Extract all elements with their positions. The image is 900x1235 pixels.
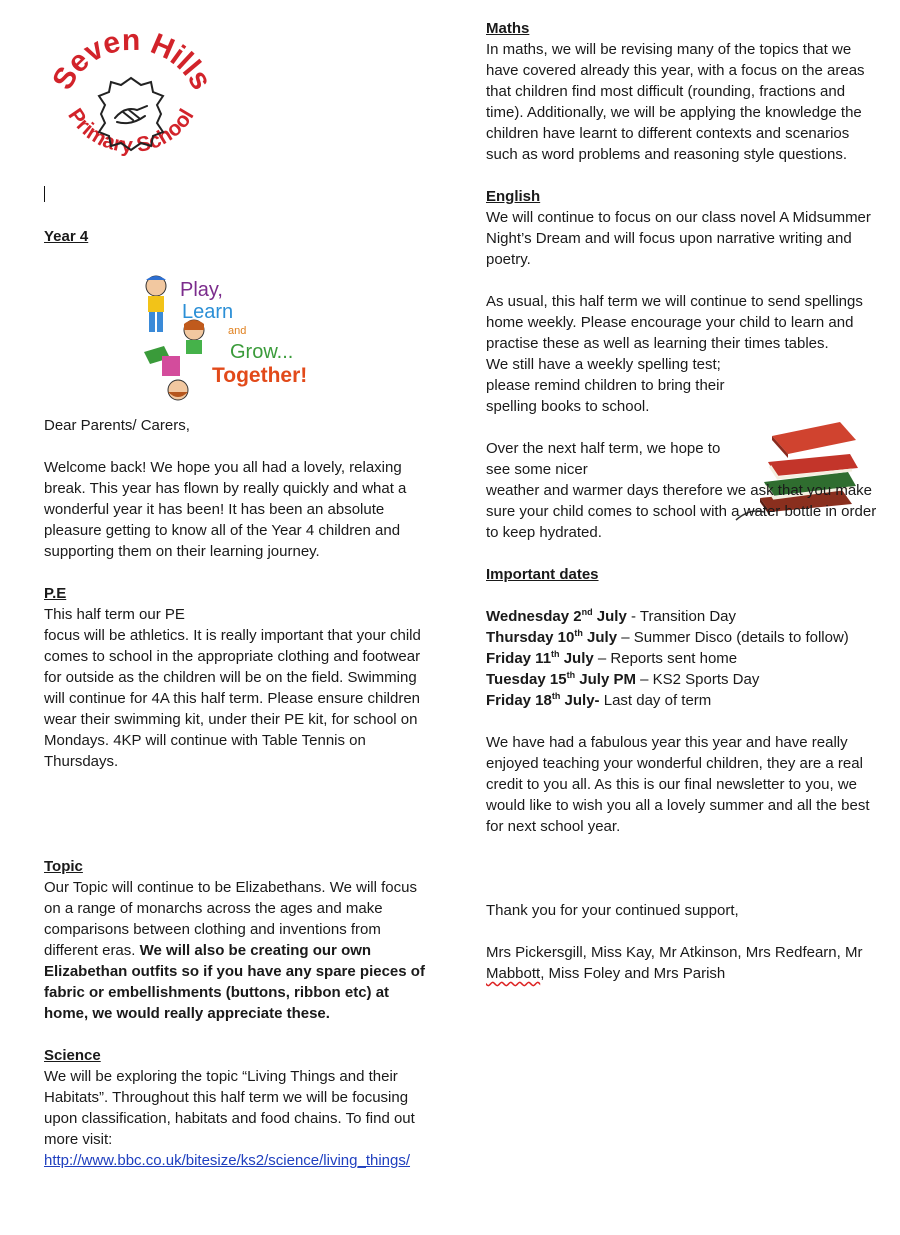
year-heading: Year 4 [44, 228, 89, 245]
science-link[interactable]: http://www.bbc.co.uk/bitesize/ks2/science/living_things/ [44, 1152, 411, 1169]
together-text: Together! [212, 364, 308, 387]
closing-paragraph: We have had a fabulous year this year and have really enjoyed teaching your wonderful children, they are a real credit to you all. As this is our final newsletter to you, we would like to wish you all a lovely summer and all the best for next school year. [486, 734, 870, 835]
spelling-test-paragraph: We still have a weekly spelling test; please remind children to bring their spelling books to school. [486, 356, 725, 415]
dates-list [486, 606, 878, 711]
english-heading: English [486, 188, 541, 205]
date-item: Thursday 10th July – Summer Disco (details to follow) [486, 628, 849, 646]
right-column [486, 18, 878, 984]
misspelled-word: Mabbott [486, 965, 541, 982]
and-text: and [228, 325, 247, 337]
maths-heading: Maths [486, 20, 530, 37]
dates-heading: Important dates [486, 566, 599, 583]
date-item: Friday 11th July – Reports sent home [486, 649, 738, 667]
english-paragraph: We will continue to focus on our class novel A Midsummer Night’s Dream and will focus upon narrative writing and poetry. [486, 209, 871, 268]
pe-heading: P.E [44, 585, 67, 602]
topic-paragraph [44, 877, 436, 1024]
science-paragraph: We will be exploring the topic “Living Things and their Habitats”. Throughout this half term we will be focusing upon classification, habitats and food chains. To find out more visit: [44, 1068, 415, 1148]
grow-text: Grow... [230, 341, 294, 363]
pe-paragraph: focus will be athletics. It is really important that your child comes to school in the appropriate clothing and footwear for outside as the children will be on the field. Swimming will continue for 4A this half term. Please ensure children wear their swimming kit, under their PE kit, for school on Mondays. 4KP will continue with Table Tennis on Thursdays. [44, 627, 421, 770]
date-item: Tuesday 15th July PM – KS2 Sports Day [486, 670, 760, 688]
date-item: Friday 18th July- Last day of term [486, 691, 712, 709]
logo-top-text: Seven Hills [46, 23, 218, 96]
weather-paragraph-end: weather and warmer days therefore we ask that you make sure your child comes to school with a water bottle in order to keep hydrated. [486, 482, 877, 541]
text-cursor [44, 186, 45, 202]
play-text: Play, [180, 279, 223, 301]
topic-bold: We will also be creating our own Elizabethan outfits so if you have any spare pieces of fabric or embellishments (buttons, ribbon etc) at home, we would really appreciate these. [44, 942, 425, 1022]
greeting: Dear Parents/ Carers, [44, 417, 190, 434]
maths-paragraph: In maths, we will be revising many of the topics that we have covered already this year, with a focus on the areas that children find most difficult (rounding, fractions and time). Additionally, we will be applying the knowledge the children have learnt to different contexts and scenarios such as word problems and reasoning style questions. [486, 41, 865, 163]
date-item: Wednesday 2nd July - Transition Day [486, 607, 737, 625]
learn-text: Learn [182, 301, 234, 323]
thanks-line: Thank you for your continued support, [486, 902, 739, 919]
welcome-paragraph: Welcome back! We hope you all had a lovely, relaxing break. This year has flown by really quickly and what a wonderful year it has been! It has been an absolute pleasure getting to know all of the Year 4 children and supporting them on their learning journey. [44, 459, 407, 560]
science-heading: Science [44, 1047, 101, 1064]
spellings-paragraph: As usual, this half term we will continue to send spellings home weekly. Please encourage your child to learn and practise these as well as learning their times tables. [486, 293, 863, 352]
logo-bottom-text: Primary School [63, 104, 199, 158]
left-column [44, 226, 436, 1171]
pe-first-line: This half term our PE [44, 606, 185, 623]
school-logo [42, 22, 220, 200]
weather-paragraph-start: Over the next half term, we hope to see some nicer [486, 440, 721, 478]
topic-heading: Topic [44, 858, 83, 875]
topic-body: Our Topic will continue to be Elizabethans. We will focus on a range of monarchs across the ages and make comparisons between clothing and inventions from different eras. [44, 879, 417, 959]
signoff: Mrs Pickersgill, Miss Kay, Mr Atkinson, Mrs Redfearn, Mr Mabbott, Miss Foley and Mrs Parish [486, 944, 863, 982]
